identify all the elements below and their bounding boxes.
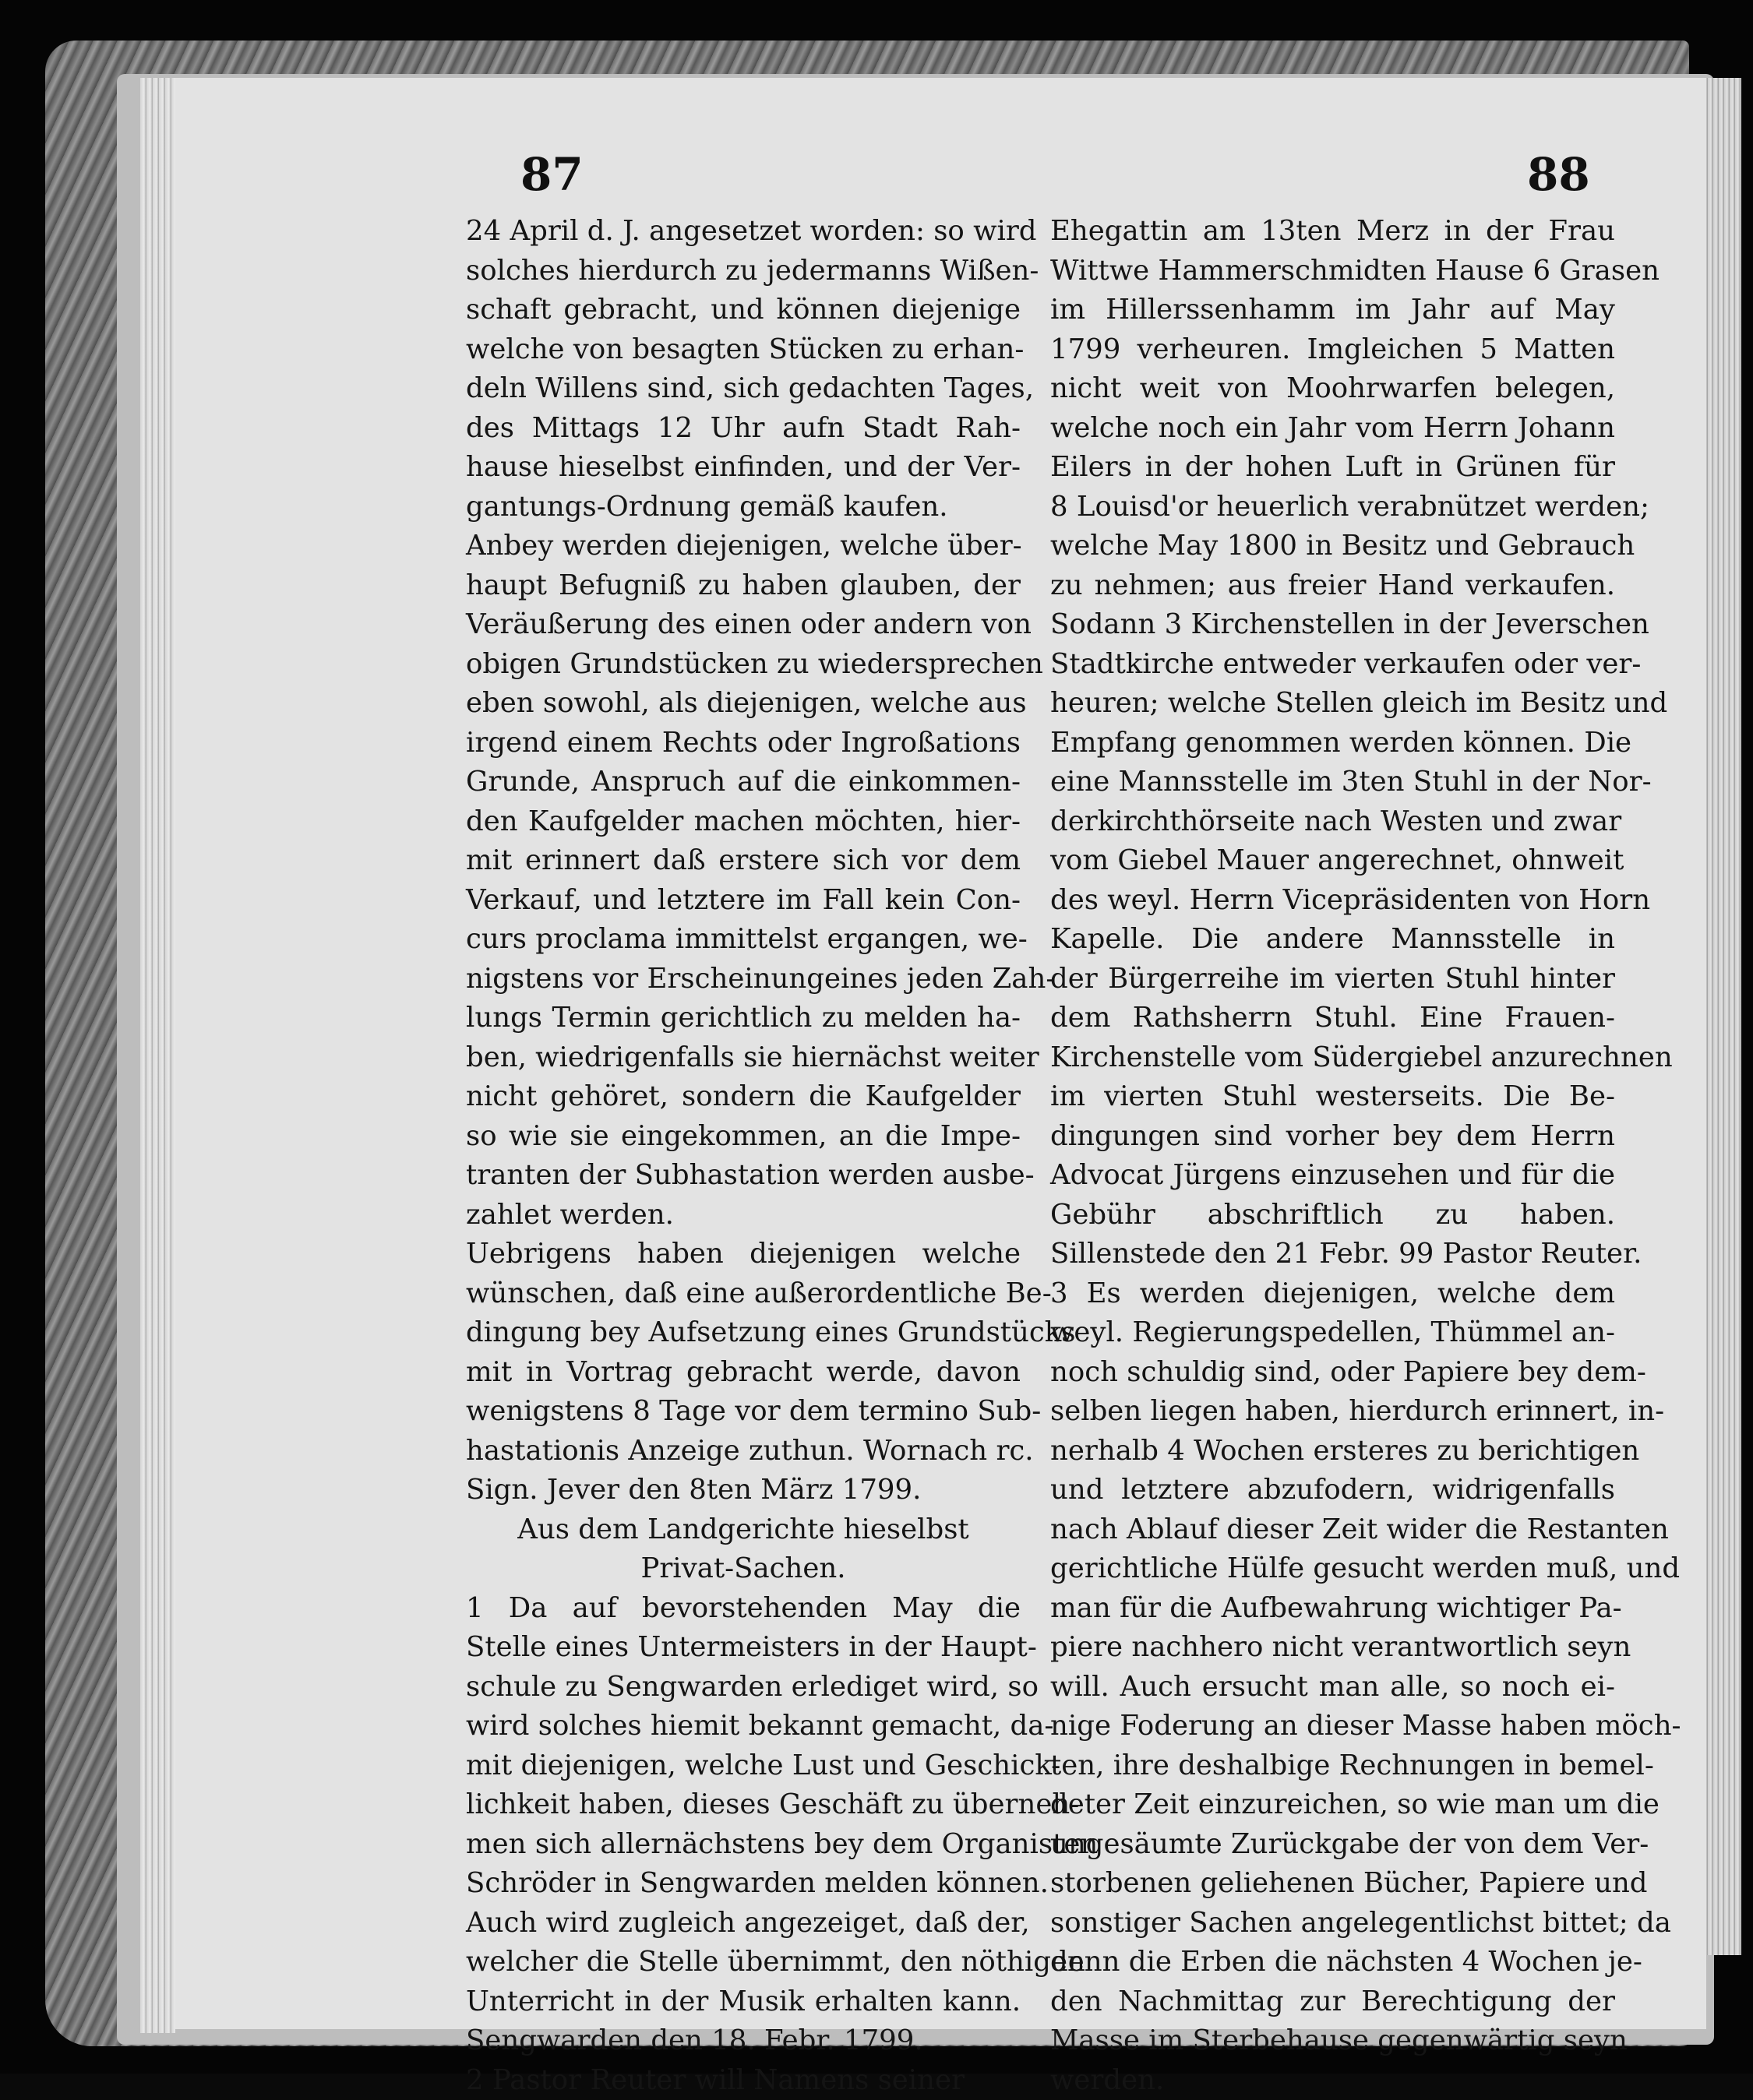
text-line: Grunde, Anspruch auf die einkommen-: [466, 763, 1021, 802]
text-line: vom Giebel Mauer angerechnet, ohnweit: [1050, 841, 1615, 881]
text-line: werden.: [1050, 2061, 1615, 2100]
text-line: des weyl. Herrn Vicepräsidenten von Horn: [1050, 881, 1615, 921]
text-line: zahlet werden.: [466, 1196, 1021, 1235]
text-line: nicht weit von Moohrwarfen belegen,: [1050, 369, 1615, 409]
binding-gutter: [140, 78, 175, 2033]
text-line: so wie sie eingekommen, an die Impe-: [466, 1117, 1021, 1157]
text-line: Verkauf, und letztere im Fall kein Con-: [466, 881, 1021, 921]
page-number-left: 87: [520, 148, 584, 201]
text-line: wenigstens 8 Tage vor dem termino Sub-: [466, 1392, 1021, 1432]
text-line: Privat-Sachen.: [466, 1549, 1021, 1589]
text-line: nigstens vor Erscheinungeines jeden Zah-: [466, 960, 1021, 999]
text-paragraph: [1050, 1274, 1615, 2100]
text-paragraph: [466, 2061, 1021, 2100]
text-line: Sillenstede den 21 Febr. 99 Pastor Reuter.: [1050, 1235, 1615, 1274]
text-line: dingungen sind vorher bey dem Herrn: [1050, 1117, 1615, 1157]
text-line: des Mittags 12 Uhr aufn Stadt Rah-: [466, 409, 1021, 449]
page-edge-right: [1702, 78, 1741, 1955]
text-line: Unterricht in der Musik erhalten kann.: [466, 1982, 1021, 2022]
text-line: 24 April d. J. angesetzet worden: so wird: [466, 212, 1021, 252]
text-line: und letztere abzufodern, widrigenfalls: [1050, 1471, 1615, 1510]
heading-paragraph: [466, 1510, 1021, 1589]
text-line: der Bürgerreihe im vierten Stuhl hinter: [1050, 960, 1615, 999]
text-line: wird solches hiemit bekannt gemacht, da-: [466, 1707, 1021, 1746]
text-paragraph: [466, 1235, 1021, 1510]
text-line: weyl. Regierungspedellen, Thümmel an-: [1050, 1313, 1615, 1353]
text-line: gerichtliche Hülfe gesucht werden muß, und: [1050, 1549, 1615, 1589]
text-line: Ehegattin am 13ten Merz in der Frau: [1050, 212, 1615, 252]
text-line: welcher die Stelle übernimmt, den nöthigen: [466, 1943, 1021, 1982]
text-line: noch schuldig sind, oder Papiere bey dem-: [1050, 1353, 1615, 1393]
text-line: 3 Es werden diejenigen, welche dem: [1050, 1274, 1615, 1314]
text-line: im vierten Stuhl westerseits. Die Be-: [1050, 1077, 1615, 1117]
text-line: solches hierdurch zu jedermanns Wißen-: [466, 252, 1021, 291]
text-line: Gebühr abschriftlich zu haben.: [1050, 1196, 1615, 1235]
text-line: Eilers in der hohen Luft in Grünen für: [1050, 448, 1615, 488]
text-line: Kirchenstelle vom Südergiebel anzurechnen: [1050, 1038, 1615, 1078]
text-line: sonstiger Sachen angelegentlichst bittet; da: [1050, 1904, 1615, 1943]
text-line: hause hieselbst einfinden, und der Ver-: [466, 448, 1021, 488]
text-paragraph: [1050, 212, 1615, 1274]
text-line: wünschen, daß eine außerordentliche Be-: [466, 1274, 1021, 1314]
text-line: irgend einem Rechts oder Ingroßations: [466, 724, 1021, 763]
text-line: Auch wird zugleich angezeiget, daß der,: [466, 1904, 1021, 1943]
text-line: den Kaufgelder machen möchten, hier-: [466, 802, 1021, 842]
text-paragraph: [466, 527, 1021, 1235]
text-line: haupt Befugniß zu haben glauben, der: [466, 566, 1021, 606]
text-line: lungs Termin gerichtlich zu melden ha-: [466, 999, 1021, 1038]
text-line: welche von besagten Stücken zu erhan-: [466, 330, 1021, 370]
text-line: tranten der Subhastation werden ausbe-: [466, 1156, 1021, 1196]
text-line: Stelle eines Untermeisters in der Haupt-: [466, 1628, 1021, 1668]
text-line: mit erinnert daß erstere sich vor dem: [466, 841, 1021, 881]
text-line: lichkeit haben, dieses Geschäft zu überneh-: [466, 1785, 1021, 1825]
text-line: nach Ablauf dieser Zeit wider die Restanten: [1050, 1510, 1615, 1550]
text-line: im Hillerssenhamm im Jahr auf May: [1050, 291, 1615, 330]
text-line: deter Zeit einzureichen, so wie man um die: [1050, 1785, 1615, 1825]
text-line: storbenen geliehenen Bücher, Papiere und: [1050, 1864, 1615, 1904]
text-line: eben sowohl, als diejenigen, welche aus: [466, 684, 1021, 724]
text-line: Advocat Jürgens einzusehen und für die: [1050, 1156, 1615, 1196]
text-line: Aus dem Landgerichte hieselbst: [466, 1510, 1021, 1550]
text-line: 8 Louisd'or heuerlich verabnützet werden;: [1050, 488, 1615, 527]
text-line: derkirchthörseite nach Westen und zwar: [1050, 802, 1615, 842]
text-line: hastationis Anzeige zuthun. Wornach rc.: [466, 1432, 1021, 1471]
text-line: welche noch ein Jahr vom Herrn Johann: [1050, 409, 1615, 449]
text-line: Sodann 3 Kirchenstellen in der Jeverschen: [1050, 605, 1615, 645]
text-line: Schröder in Sengwarden melden können.: [466, 1864, 1021, 1904]
text-line: den Nachmittag zur Berechtigung der: [1050, 1982, 1615, 2022]
page-number-right: 88: [1527, 148, 1590, 201]
text-line: Kapelle. Die andere Mannsstelle in: [1050, 920, 1615, 960]
text-line: mit in Vortrag gebracht werde, davon: [466, 1353, 1021, 1393]
text-line: denn die Erben die nächsten 4 Wochen je-: [1050, 1943, 1615, 1982]
text-line: heuren; welche Stellen gleich im Besitz und: [1050, 684, 1615, 724]
text-line: 2 Pastor Reuter will Namens seiner: [466, 2061, 1021, 2100]
text-line: schule zu Sengwarden erlediget wird, so: [466, 1668, 1021, 1707]
text-line: schaft gebracht, und können diejenige: [466, 291, 1021, 330]
text-line: Veräußerung des einen oder andern von: [466, 605, 1021, 645]
right-text-column: [1050, 212, 1615, 2100]
text-line: curs proclama immittelst ergangen, we-: [466, 920, 1021, 960]
text-line: ten, ihre deshalbige Rechnungen in bemel-: [1050, 1746, 1615, 1786]
text-line: piere nachhero nicht verantwortlich seyn: [1050, 1628, 1615, 1668]
text-line: obigen Grundstücken zu wiedersprechen: [466, 645, 1021, 685]
text-line: Uebrigens haben diejenigen welche: [466, 1235, 1021, 1274]
text-line: Stadtkirche entweder verkaufen oder ver-: [1050, 645, 1615, 685]
text-line: eine Mannsstelle im 3ten Stuhl in der Nor-: [1050, 763, 1615, 802]
text-line: dem Rathsherrn Stuhl. Eine Frauen-: [1050, 999, 1615, 1038]
text-line: ungesäumte Zurückgabe der von dem Ver-: [1050, 1825, 1615, 1865]
text-line: gantungs-Ordnung gemäß kaufen.: [466, 488, 1021, 527]
text-line: nerhalb 4 Wochen ersteres zu berichtigen: [1050, 1432, 1615, 1471]
text-line: zu nehmen; aus freier Hand verkaufen.: [1050, 566, 1615, 606]
text-line: mit diejenigen, welche Lust und Geschick-: [466, 1746, 1021, 1786]
text-line: Wittwe Hammerschmidten Hause 6 Grasen: [1050, 252, 1615, 291]
text-line: ben, wiedrigenfalls sie hiernächst weiter: [466, 1038, 1021, 1078]
text-line: man für die Aufbewahrung wichtiger Pa-: [1050, 1589, 1615, 1629]
text-line: 1799 verheuren. Imgleichen 5 Matten: [1050, 330, 1615, 370]
text-line: dingung bey Aufsetzung eines Grundstücks: [466, 1313, 1021, 1353]
text-line: Sign. Jever den 8ten März 1799.: [466, 1471, 1021, 1510]
text-line: selben liegen haben, hierdurch erinnert, in-: [1050, 1392, 1615, 1432]
text-line: Anbey werden diejenigen, welche über-: [466, 527, 1021, 566]
left-text-column: [466, 212, 1021, 2100]
text-line: Sengwarden den 18. Febr. 1799.: [466, 2021, 1021, 2061]
text-line: men sich allernächstens bey dem Organisten: [466, 1825, 1021, 1865]
text-line: nige Foderung an dieser Masse haben möch-: [1050, 1707, 1615, 1746]
text-paragraph: [466, 1589, 1021, 2061]
text-line: Masse im Sterbehause gegenwärtig seyn: [1050, 2021, 1615, 2061]
text-paragraph: [466, 212, 1021, 527]
text-line: 1 Da auf bevorstehenden May die: [466, 1589, 1021, 1629]
text-line: welche May 1800 in Besitz und Gebrauch: [1050, 527, 1615, 566]
text-line: nicht gehöret, sondern die Kaufgelder: [466, 1077, 1021, 1117]
text-line: deln Willens sind, sich gedachten Tages,: [466, 369, 1021, 409]
text-line: will. Auch ersucht man alle, so noch ei-: [1050, 1668, 1615, 1707]
text-line: Empfang genommen werden können. Die: [1050, 724, 1615, 763]
